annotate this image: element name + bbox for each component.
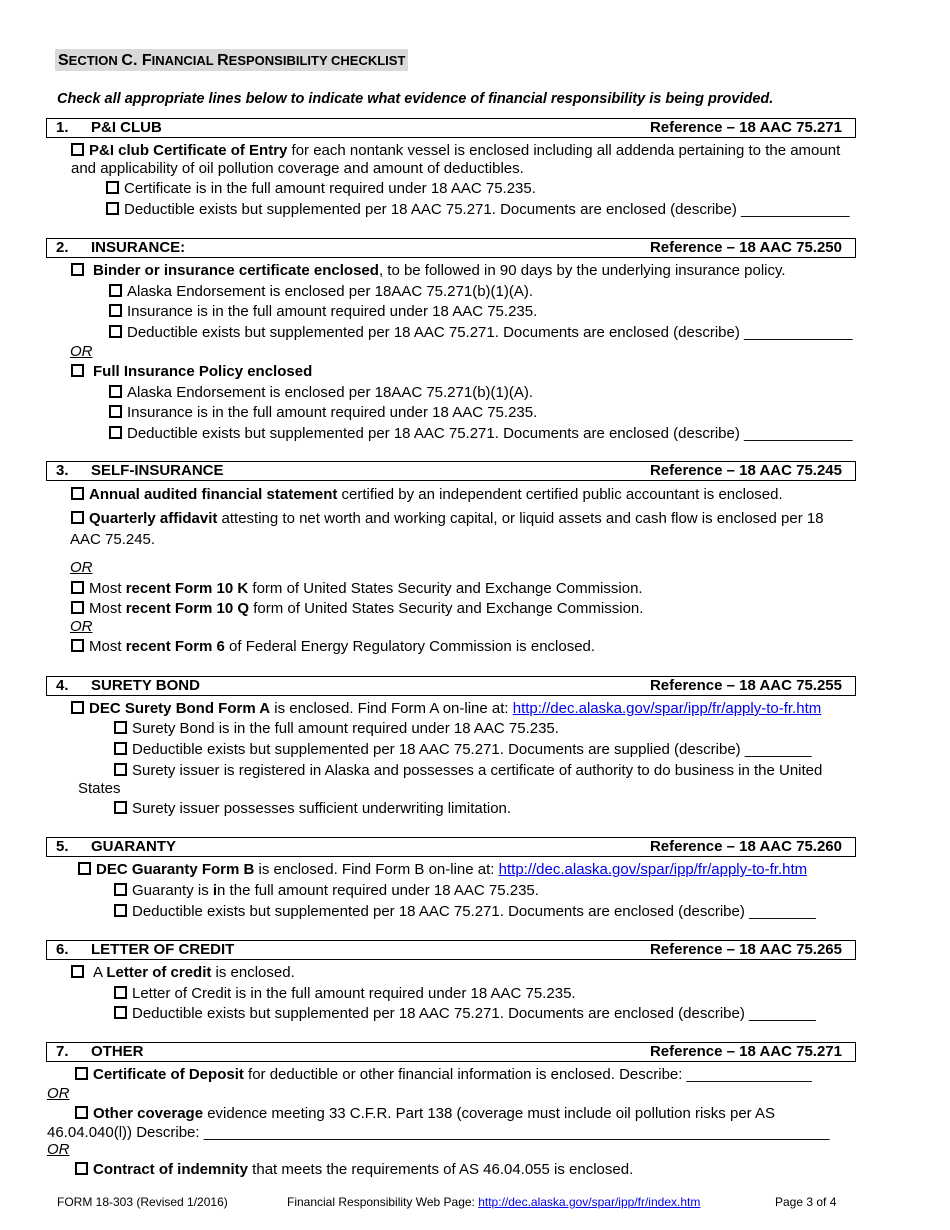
checkbox[interactable] (114, 883, 127, 896)
section-number: 1. (56, 119, 69, 136)
instructions: Check all appropriate lines below to indicate what evidence of financial responsibility is being provided. (57, 91, 774, 107)
checkbox[interactable] (109, 385, 122, 398)
or-separator: OR (70, 343, 93, 360)
form-a-link[interactable]: http://dec.alaska.gov/spar/ipp/fr/apply-to-fr.htm (512, 700, 822, 717)
section-number: 2. (56, 239, 69, 256)
item-continuation: and applicability of oil pollution coverage and amount of deductibles. (71, 160, 524, 177)
checkbox[interactable] (75, 1106, 88, 1119)
other-coverage-item: Other coverage evidence meeting 33 C.F.R. Part 138 (coverage must include oil pollution risks per AS (75, 1104, 775, 1124)
guaranty-form-item: DEC Guaranty Form B is enclosed. Find Form B on-line at: http://dec.alaska.gov/spar/ipp/fr/apply-to-fr.htm (78, 860, 807, 880)
pi-club-certificate-item: P&I club Certificate of Entry for each nontank vessel is enclosed including all addenda pertaining to the amount (71, 141, 840, 161)
section-number: 6. (56, 941, 69, 958)
insurance-full-amount-item: Insurance is in the full amount required under 18 AAC 75.235. (109, 302, 537, 322)
letter-of-credit-item: A Letter of credit is enclosed. (71, 963, 295, 983)
binder-certificate-item: Binder or insurance certificate enclosed, to be followed in 90 days by the underlying insurance policy. (71, 261, 786, 281)
checkbox[interactable] (71, 143, 84, 156)
section-reference: Reference – 18 AAC 75.260 (649, 838, 842, 855)
footer-page-number: Page 3 of 4 (775, 1195, 837, 1209)
deductible-item: Deductible exists but supplemented per 18 AAC 75.271. Documents are enclosed (describe) _____________ (109, 323, 852, 343)
surety-bond-form-item: DEC Surety Bond Form A is enclosed. Find Form A on-line at: http://dec.alaska.gov/spar/ipp/fr/apply-to-fr.htm (71, 699, 821, 719)
section-reference: Reference – 18 AAC 75.271 (649, 119, 842, 136)
checkbox[interactable] (109, 405, 122, 418)
certificate-of-deposit-item: Certificate of Deposit for deductible or other financial information is enclosed. Describe: _______________ (75, 1065, 812, 1085)
guaranty-full-amount-item: Guaranty is in the full amount required under 18 AAC 75.235. (114, 881, 539, 901)
checkbox[interactable] (114, 763, 127, 776)
checkbox[interactable] (71, 965, 84, 978)
checkbox[interactable] (71, 263, 84, 276)
checkbox[interactable] (114, 1006, 127, 1019)
footer-form-number: FORM 18-303 (Revised 1/2016) (57, 1195, 228, 1209)
checkbox[interactable] (78, 862, 91, 875)
footer-web-link[interactable]: http://dec.alaska.gov/spar/ipp/fr/index.htm (478, 1195, 701, 1209)
deductible-item: Deductible exists but supplemented per 18 AAC 75.271. Documents are enclosed (describe) ________ (114, 1004, 816, 1024)
checkbox[interactable] (109, 325, 122, 338)
underwriting-limitation-item: Surety issuer possesses sufficient underwriting limitation. (114, 799, 511, 819)
checkbox[interactable] (75, 1162, 88, 1175)
section-label: OTHER (91, 1043, 144, 1060)
deductible-item: Deductible exists but supplemented per 18 AAC 75.271. Documents are supplied (describe) ________ (114, 740, 812, 760)
section-number: 5. (56, 838, 69, 855)
checkbox[interactable] (71, 511, 84, 524)
item-continuation: AAC 75.245. (70, 531, 156, 548)
checkbox[interactable] (106, 181, 119, 194)
item-continuation: States (78, 780, 121, 797)
section-reference: Reference – 18 AAC 75.271 (649, 1043, 842, 1060)
section-5-header (46, 837, 856, 857)
checkbox[interactable] (109, 426, 122, 439)
section-4-header (46, 676, 856, 696)
section-1-header (46, 118, 856, 138)
quarterly-affidavit-item: Quarterly affidavit attesting to net worth and working capital, or liquid assets and cash flow is enclosed per 18 (71, 509, 824, 529)
section-reference: Reference – 18 AAC 75.265 (649, 941, 842, 958)
item-continuation: 46.04.040(l)) Describe: ___________________________________________________________________________ (47, 1124, 830, 1141)
checkbox[interactable] (71, 601, 84, 614)
or-separator: OR (47, 1085, 70, 1102)
checkbox[interactable] (71, 639, 84, 652)
annual-financial-statement-item: Annual audited financial statement certified by an independent certified public accountant is enclosed. (71, 485, 783, 505)
section-label: P&I CLUB (91, 119, 162, 136)
contract-of-indemnity-item: Contract of indemnity that meets the requirements of AS 46.04.055 is enclosed. (75, 1160, 633, 1180)
checkbox[interactable] (71, 487, 84, 500)
section-title: SECTION C. FINANCIAL RESPONSIBILITY CHECKLIST (55, 49, 408, 71)
surety-full-amount-item: Surety Bond is in the full amount required under 18 AAC 75.235. (114, 719, 559, 739)
or-separator: OR (70, 618, 93, 635)
section-3-header (46, 461, 856, 481)
alaska-endorsement-item: Alaska Endorsement is enclosed per 18AAC 75.271(b)(1)(A). (109, 383, 533, 403)
footer-web-page: Financial Responsibility Web Page: http://dec.alaska.gov/spar/ipp/fr/index.htm (287, 1195, 701, 1209)
credit-full-amount-item: Letter of Credit is in the full amount required under 18 AAC 75.235. (114, 984, 576, 1004)
certificate-full-amount-item: Certificate is in the full amount required under 18 AAC 75.235. (106, 179, 536, 199)
section-number: 4. (56, 677, 69, 694)
checkbox[interactable] (71, 701, 84, 714)
section-label: INSURANCE: (91, 239, 186, 256)
section-number: 7. (56, 1043, 69, 1060)
form-6-item: Most recent Form 6 of Federal Energy Regulatory Commission is enclosed. (71, 637, 595, 657)
insurance-full-amount-item: Insurance is in the full amount required under 18 AAC 75.235. (109, 403, 537, 423)
checkbox[interactable] (71, 364, 84, 377)
section-reference: Reference – 18 AAC 75.245 (649, 462, 842, 479)
section-reference: Reference – 18 AAC 75.250 (649, 239, 842, 256)
checkbox[interactable] (114, 801, 127, 814)
section-7-header (46, 1042, 856, 1062)
section-label: SELF-INSURANCE (91, 462, 224, 479)
deductible-item: Deductible exists but supplemented per 18 AAC 75.271. Documents are enclosed (describe) _____________ (109, 424, 852, 444)
full-policy-item: Full Insurance Policy enclosed (71, 362, 312, 382)
alaska-endorsement-item: Alaska Endorsement is enclosed per 18AAC 75.271(b)(1)(A). (109, 282, 533, 302)
checkbox[interactable] (114, 721, 127, 734)
or-separator: OR (47, 1141, 70, 1158)
checkbox[interactable] (114, 742, 127, 755)
deductible-item: Deductible exists but supplemented per 18 AAC 75.271. Documents are enclosed (describe) ________ (114, 902, 816, 922)
deductible-item: Deductible exists but supplemented per 18 AAC 75.271. Documents are enclosed (describe) _____________ (106, 200, 849, 220)
or-separator: OR (70, 559, 93, 576)
section-2-header (46, 238, 856, 258)
checkbox[interactable] (106, 202, 119, 215)
checkbox[interactable] (114, 904, 127, 917)
surety-registered-item: Surety issuer is registered in Alaska and possesses a certificate of authority to do business in the United (114, 761, 822, 781)
form-10k-item: Most recent Form 10 K form of United States Security and Exchange Commission. (71, 579, 643, 599)
checkbox[interactable] (71, 581, 84, 594)
section-label: GUARANTY (91, 838, 176, 855)
section-6-header (46, 940, 856, 960)
section-reference: Reference – 18 AAC 75.255 (649, 677, 842, 694)
form-b-link[interactable]: http://dec.alaska.gov/spar/ipp/fr/apply-to-fr.htm (498, 861, 808, 878)
checkbox[interactable] (75, 1067, 88, 1080)
checkbox[interactable] (114, 986, 127, 999)
checkbox[interactable] (109, 284, 122, 297)
checkbox[interactable] (109, 304, 122, 317)
section-number: 3. (56, 462, 69, 479)
section-label: SURETY BOND (91, 677, 200, 694)
form-10q-item: Most recent Form 10 Q form of United States Security and Exchange Commission. (71, 599, 643, 619)
section-label: LETTER OF CREDIT (91, 941, 235, 958)
